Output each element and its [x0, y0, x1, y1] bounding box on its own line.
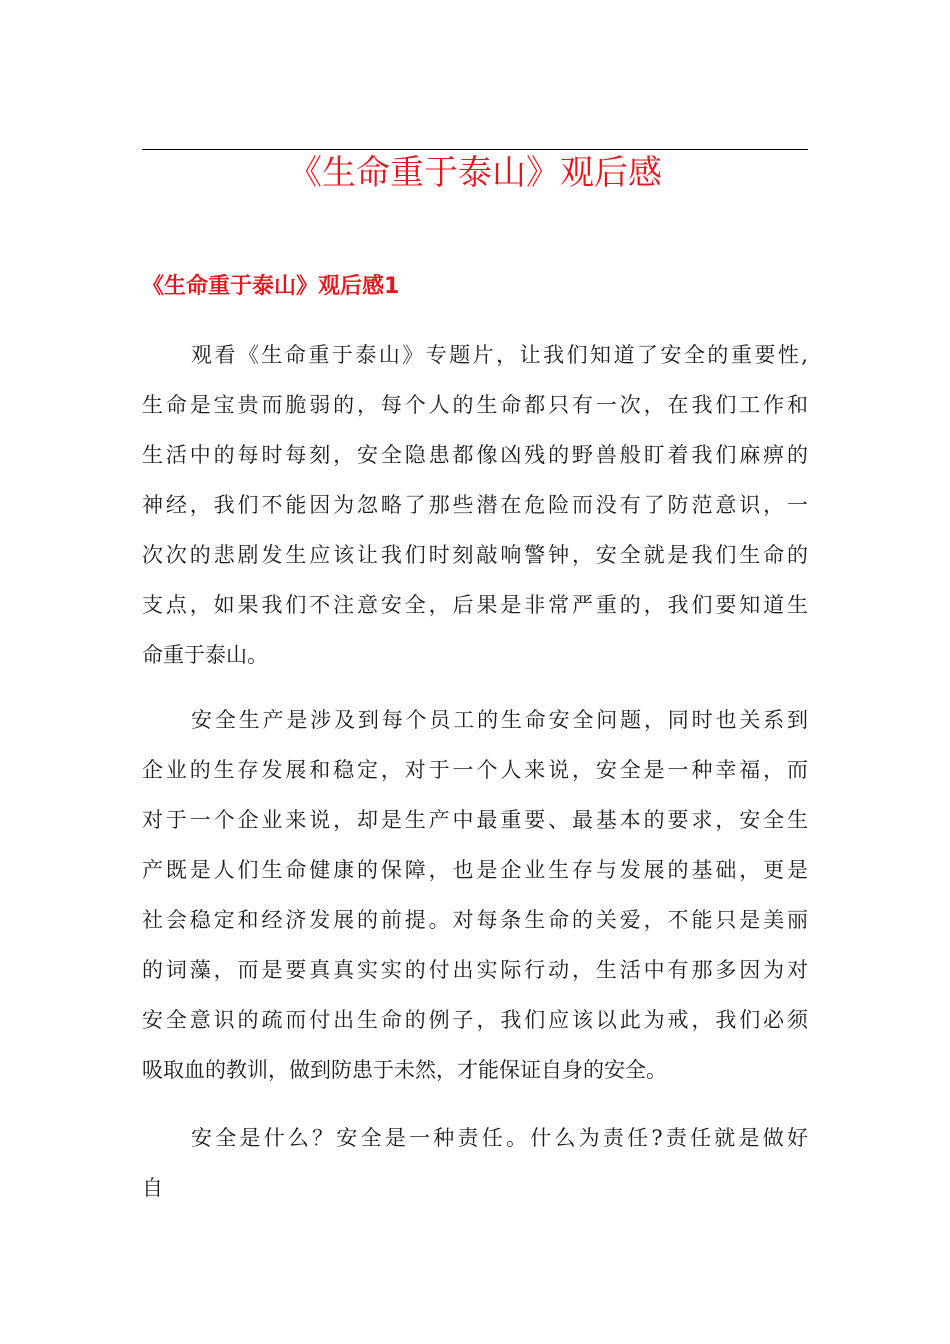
paragraph-line: 吸取血的教训，做到防患于未然，才能保证自身的安全。: [142, 1058, 667, 1082]
document-title: 《生命重于泰山》观后感: [288, 153, 662, 193]
paragraph-line: 支点，如果我们不注意安全，后果是非常严重的，我们要知道生: [142, 593, 808, 617]
paragraph-1: [142, 330, 808, 680]
section-heading: 《生命重于泰山》观后感1: [142, 274, 400, 299]
paragraph-3: [142, 1113, 808, 1213]
paragraph-line: 产既是人们生命健康的保障，也是企业生存与发展的基础，更是: [142, 858, 808, 882]
paragraph-line: 社会稳定和经济发展的前提。对每条生命的关爱，不能只是美丽: [142, 908, 808, 932]
paragraph-line: 企业的生存发展和稳定，对于一个人来说，安全是一种幸福，而: [142, 758, 808, 782]
paragraph-line: 生命是宝贵而脆弱的，每个人的生命都只有一次，在我们工作和: [142, 393, 808, 417]
paragraph-line: 安全生产是涉及到每个员工的生命安全问题，同时也关系到: [191, 708, 808, 732]
paragraph-2: [142, 695, 808, 1095]
paragraph-line: 观看《生命重于泰山》专题片，让我们知道了安全的重要性,: [191, 343, 808, 367]
paragraph-line: 次次的悲剧发生应该让我们时刻敲响警钟，安全就是我们生命的: [142, 543, 808, 567]
paragraph-line: 对于一个企业来说，却是生产中最重要、最基本的要求，安全生: [142, 808, 808, 832]
paragraph-line: 生活中的每时每刻，安全隐患都像凶残的野兽般盯着我们麻痹的: [142, 443, 808, 467]
paragraph-line: 自: [142, 1176, 163, 1200]
paragraph-line: 的词藻，而是要真真实实的付出实际行动，生活中有那多因为对: [142, 958, 808, 982]
paragraph-line: 安全是什么？安全是一种责任。什么为责任?责任就是做好: [191, 1126, 808, 1150]
paragraph-line: 命重于泰山。: [142, 643, 268, 667]
paragraph-line: 安全意识的疏而付出生命的例子，我们应该以此为戒，我们必须: [142, 1008, 808, 1032]
paragraph-line: 神经，我们不能因为忽略了那些潜在危险而没有了防范意识，一: [142, 493, 808, 517]
